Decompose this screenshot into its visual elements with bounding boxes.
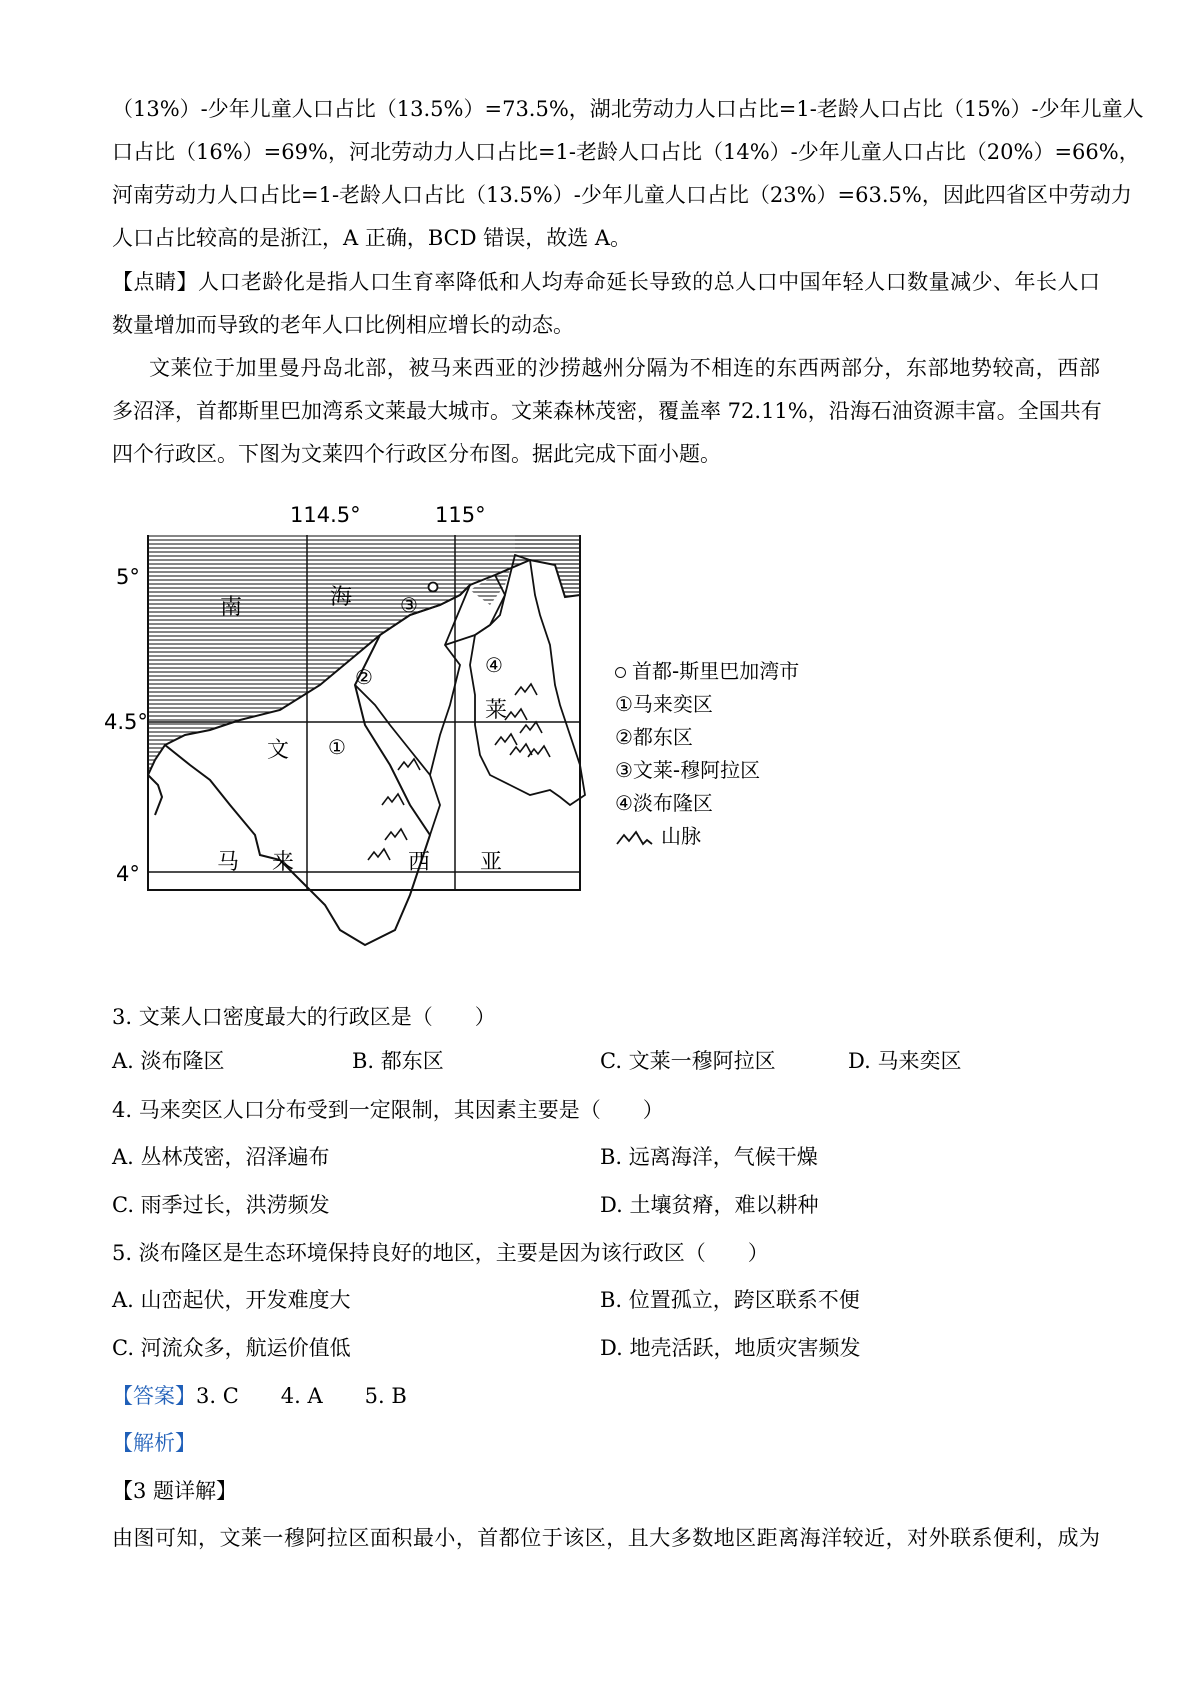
country-label: 文 (267, 738, 290, 763)
intro-line: 四个行政区。下图为文莱四个行政区分布图。据此完成下面小题。 (112, 442, 721, 466)
lat-label: 5° (116, 565, 140, 589)
district-mark: ② (355, 665, 373, 689)
intro-line: 多沼泽，首都斯里巴加湾系文莱最大城市。文莱森林茂密，覆盖率 72.11%，沿海石油资源丰富。全国共有 (112, 399, 1102, 423)
malaysia-label: 西 (408, 850, 431, 875)
question-stem: 3. 文莱人口密度最大的行政区是（ ） (112, 1005, 496, 1029)
lon-label: 114.5° (290, 503, 361, 527)
district-mark: ① (328, 735, 346, 759)
country-label: 莱 (485, 698, 508, 723)
answer-label: 【答案】 (112, 1384, 196, 1408)
sub-analysis-label: 【3 题详解】 (112, 1479, 238, 1503)
malaysia-label: 来 (272, 850, 295, 875)
mountain-icon (615, 830, 653, 846)
note-line: 【点睛】人口老龄化是指人口生育率降低和人均寿命延长导致的总人口中国年轻人口数量减少、年长人口 (112, 270, 1101, 294)
answer-option[interactable]: D. 土壤贫瘠，难以耕种 (600, 1193, 819, 1217)
south-china-sea-area (148, 535, 580, 775)
body-text-line: 人口占比较高的是浙江，A 正确，BCD 错误，故选 A。 (112, 226, 632, 250)
brunei-district-map (104, 503, 930, 985)
note-line: 数量增加而导致的老年人口比例相应增长的动态。 (112, 313, 574, 337)
legend-item: ③文莱-穆阿拉区 (615, 758, 761, 782)
mountain-icon (368, 684, 550, 860)
lat-label: 4° (116, 862, 140, 886)
sea-label: 南 (220, 595, 243, 620)
tutong-boundary (355, 685, 440, 835)
analysis-text: 由图可知，文莱一穆阿拉区面积最小，首都位于该区，且大多数地区距离海洋较近，对外联系便利，成为 (112, 1526, 1100, 1550)
question-stem: 4. 马来奕区人口分布受到一定限制，其因素主要是（ ） (112, 1098, 664, 1122)
answer-option[interactable]: C. 文莱一穆阿拉区 (600, 1049, 776, 1073)
body-text-line: （13%）-少年儿童人口占比（13.5%）=73.5%，湖北劳动力人口占比=1-老龄人口占比（15%）-少年儿童人 (112, 97, 1144, 121)
legend-item: ②都东区 (615, 725, 693, 749)
answer-option[interactable]: B. 位置孤立，跨区联系不便 (600, 1288, 860, 1312)
sea-label: 海 (330, 585, 353, 610)
question-stem: 5. 淡布隆区是生态环境保持良好的地区，主要是因为该行政区（ ） (112, 1241, 769, 1265)
body-text-line: 河南劳动力人口占比=1-老龄人口占比（13.5%）-少年儿童人口占比（23%）=63.5%，因此四省区中劳动力 (112, 183, 1132, 207)
district-mark: ④ (485, 653, 503, 677)
body-text-line: 口占比（16%）=69%，河北劳动力人口占比=1-老龄人口占比（14%）-少年儿童人口占比（20%）=66%， (112, 140, 1140, 164)
district-mark: ③ (400, 593, 418, 617)
legend-item: ④淡布隆区 (615, 791, 713, 815)
legend-item: ①马来奕区 (615, 692, 713, 716)
answer-value: 3. C 4. A 5. B (196, 1384, 407, 1408)
answer-option[interactable]: A. 山峦起伏，开发难度大 (112, 1288, 351, 1312)
analysis-label: 【解析】 (112, 1431, 196, 1455)
capital-circle-icon (615, 667, 626, 678)
answer-option[interactable]: D. 马来奕区 (848, 1049, 962, 1073)
answer-line (112, 1381, 407, 1411)
answer-option[interactable]: B. 远离海洋，气候干燥 (600, 1145, 818, 1169)
answer-option[interactable]: C. 雨季过长，洪涝频发 (112, 1193, 330, 1217)
malaysia-label: 马 (217, 850, 240, 875)
malaysia-label: 亚 (480, 850, 503, 875)
lon-label: 115° (435, 503, 486, 527)
answer-option[interactable]: A. 丛林茂密，沼泽遍布 (112, 1145, 330, 1169)
legend-item: 首都-斯里巴加湾市 (615, 655, 799, 688)
answer-option[interactable]: D. 地壳活跃，地质灾害频发 (600, 1336, 861, 1360)
note-label: 【点睛】 (112, 270, 198, 294)
intro-line: 文莱位于加里曼丹岛北部，被马来西亚的沙捞越州分隔为不相连的东西两部分，东部地势较高，西部 (149, 356, 1100, 380)
answer-option[interactable]: C. 河流众多，航运价值低 (112, 1336, 351, 1360)
legend-item: 山脉 (615, 820, 799, 853)
map-legend (615, 655, 799, 853)
answer-option[interactable]: B. 都东区 (352, 1049, 444, 1073)
answer-option[interactable]: A. 淡布隆区 (112, 1049, 225, 1073)
lat-label: 4.5° (104, 710, 148, 734)
capital-circle-icon (429, 583, 438, 592)
